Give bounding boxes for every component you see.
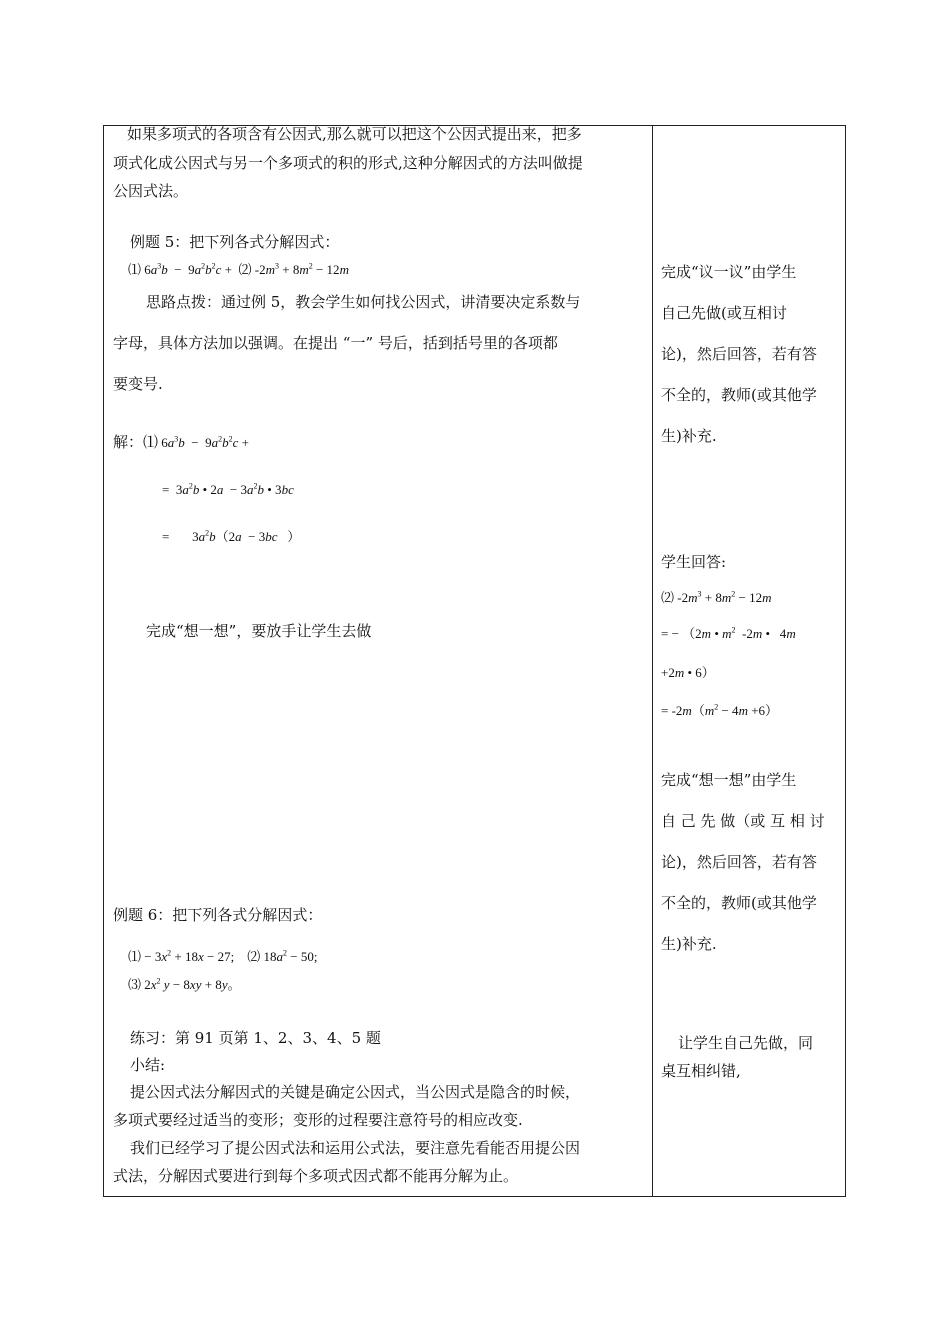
- summary-title: 小结:: [130, 1056, 166, 1074]
- think-prompt: 完成“想一想”，要放手让学生去做: [146, 622, 372, 640]
- example6-p2-label: ⑵: [247, 949, 261, 964]
- discuss2-line-3: 论)，然后回答，若有答: [661, 853, 817, 871]
- summary-line-3: 我们已经学习了提公因式法和运用公式法，要注意先看能否用提公因: [130, 1139, 581, 1157]
- hint-line-2: 字母，具体方法加以强调。在提出 “一” 号后，括到括号里的各项都: [113, 334, 558, 352]
- example6-line-1: ⑴ − $3x^2 + 18x - 27$; ⑵ $18a^2 - 50$;: [128, 948, 318, 964]
- student-answer-label: 学生回答:: [661, 553, 727, 571]
- answer-line-1: ⑵ $-2m^3 + 8m^2 - 12m$: [661, 589, 772, 605]
- example5-p2-label: ⑵: [238, 262, 252, 277]
- discuss1-line-1: 完成“议一议”由学生: [661, 263, 797, 281]
- discuss2-line-5: 生)补充.: [661, 935, 717, 953]
- example6-p1-label: ⑴: [128, 949, 142, 964]
- solution-line-2: = $3a^2b$ • $2a - 3a^2b$ • 3bc: [162, 481, 294, 497]
- example6-line-2: ⑶ $2x^2$ y − 8xy + 8y。: [128, 976, 241, 992]
- example6-p3-label: ⑶: [128, 977, 142, 992]
- column-divider: [652, 126, 653, 1196]
- example6-title: 例题 6：把下列各式分解因式：: [113, 906, 323, 924]
- discuss2-line-2: 自 己 先 做（或 互 相 讨: [661, 812, 825, 830]
- discuss1-line-2: 自己先做(或互相讨: [661, 304, 787, 322]
- answer-line-2: = − （2m • $m^2$ -2m • 4m: [661, 625, 796, 641]
- discuss2-line-1: 完成“想一想”由学生: [661, 771, 797, 789]
- discuss2-line-4: 不全的，教师(或其他学: [661, 894, 817, 912]
- summary-line-4: 式法，分解因式要进行到每个多项式因式都不能再分解为止。: [113, 1167, 519, 1185]
- self-do-line-1: 让学生自己先做，同: [678, 1034, 814, 1052]
- practice-line: 练习：第 91 页第 1、2、3、4、5 题: [130, 1029, 381, 1047]
- example5-p1-label: ⑴: [128, 262, 142, 277]
- answer-line-4: = $-2m(m^2 - 4m +6)$: [661, 702, 779, 718]
- hint-line-3: 要变号.: [113, 375, 163, 393]
- example5-problems: ⑴ $6a^3b - 9a^2b^2c$ + ⑵ $-2m^3 + 8m^2 - 12m$: [128, 261, 349, 277]
- intro-line-3: 公因式法。: [113, 182, 189, 200]
- answer-label: ⑵: [661, 590, 675, 605]
- hint-line-1: 思路点拨：通过例 5，教会学生如何找公因式，讲清要决定系数与: [146, 293, 581, 311]
- solution-label: 解：⑴: [113, 435, 159, 451]
- summary-line-2: 多项式要经过适当的变形；变形的过程要注意符号的相应改变.: [113, 1111, 523, 1129]
- summary-line-1: 提公因式法分解因式的关键是确定公因式，当公因式是隐含的时候，: [130, 1083, 581, 1101]
- intro-line-1: 如果多项式的各项含有公因式,那么就可以把这个公因式提出来，把多: [127, 125, 582, 143]
- example5-title: 例题 5：把下列各式分解因式：: [130, 233, 340, 251]
- discuss1-line-5: 生)补充.: [661, 427, 717, 445]
- solution-line-1: 解：⑴ $6a^3b - 9a^2b^2c$ +: [113, 434, 249, 451]
- intro-line-2: 项式化成公因式与另一个多项式的积的形式,这种分解因式的方法叫做提: [113, 154, 583, 172]
- answer-line-3: +2m • 6）: [661, 665, 715, 680]
- solution-line-3: = $3a^2b(2a - 3bc$ ）: [162, 528, 301, 544]
- discuss1-line-3: 论)，然后回答，若有答: [661, 345, 817, 363]
- self-do-line-2: 桌互相纠错,: [661, 1062, 741, 1080]
- discuss1-line-4: 不全的，教师(或其他学: [661, 386, 817, 404]
